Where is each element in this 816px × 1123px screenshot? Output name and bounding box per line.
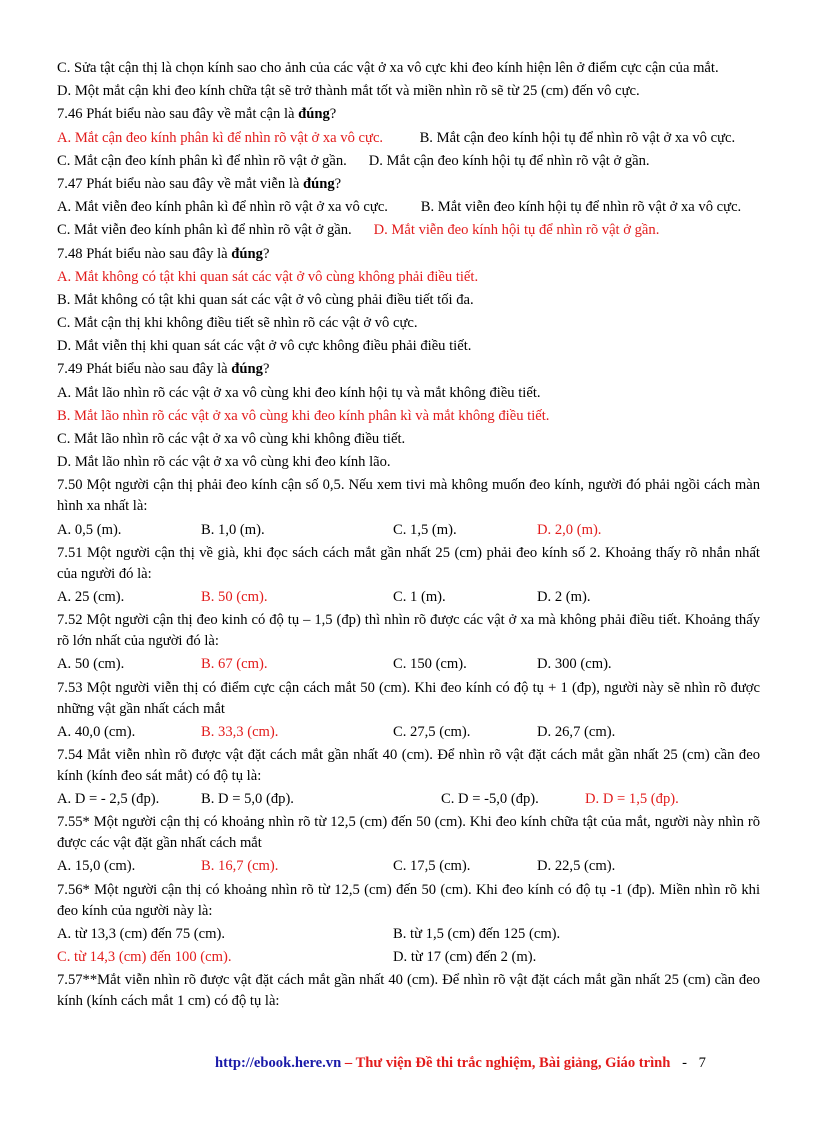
text-line: D. Mắt viễn thị khi quan sát các vật ở vô cực không điều phải điều tiết. [57, 338, 472, 355]
answer-line [57, 220, 760, 241]
answer-option: C. D = -5,0 (đp). [441, 791, 539, 808]
options-row [57, 947, 760, 968]
text-line: B. Mắt không có tật khi quan sát các vật ở vô cùng phải điều tiết tối đa. [57, 291, 474, 308]
answer-option: B. D = 5,0 (đp). [201, 791, 294, 808]
question-mark: ? [329, 106, 337, 123]
options-row [57, 924, 760, 945]
page-footer [215, 1053, 706, 1073]
options-row [57, 856, 760, 877]
answer-option: C. Mắt viễn đeo kính phân kì để nhìn rõ vật ở gần. [57, 222, 374, 239]
question-mark: ? [334, 175, 342, 192]
question-emphasis: đúng [303, 175, 335, 192]
correct-answer: B. 16,7 (cm). [201, 858, 279, 875]
answer-option: C. 150 (cm). [393, 656, 467, 673]
text-line: A. Mắt lão nhìn rõ các vật ở xa vô cùng khi đeo kính hội tụ và mắt không điều tiết. [57, 384, 541, 401]
answer-option: C. 17,5 (cm). [393, 858, 471, 875]
answer-option: D. 2 (m). [537, 588, 591, 605]
text-line: 7.50 Một người cận thị phải đeo kính cận số 0,5. Nếu xem tivi mà không muốn đeo kính, người đó phải ngồi cách màn hình xa nhất là: [57, 477, 760, 515]
correct-answer: D. Mắt viễn đeo kính hội tụ để nhìn rõ vật ở gần. [373, 222, 660, 239]
correct-answer: A. Mắt cận đeo kính phân kì để nhìn rõ vật ở xa vô cực. [57, 129, 384, 146]
text-line: C. Sửa tật cận thị là chọn kính sao cho ảnh của các vật ở xa vô cực khi đeo kính hiện lên ở điểm cực cận của mắt. [57, 60, 719, 76]
correct-answer: C. từ 14,3 (cm) đến 100 (cm). [57, 949, 232, 965]
answer-option: D. 22,5 (cm). [537, 858, 616, 875]
answer-option: A. 0,5 (m). [57, 521, 122, 538]
answer-option: A. D = - 2,5 (đp). [57, 791, 160, 808]
text-line: 7.53 Một người viễn thị có điểm cực cận cách mắt 50 (cm). Khi đeo kính có độ tụ + 1 (đp), người này sẽ nhìn rõ được những vật gần nhất cách mắt [57, 679, 760, 717]
text-line: 7.57**Mắt viễn nhìn rõ được vật đặt cách mắt gần nhất 40 (cm). Để nhìn rõ vật đặt cách mắt gần nhất 25 (cm) cần đeo kính (kính cách mắt 1 cm) có độ tụ là: [57, 972, 760, 1010]
question-text: 7.47 Phát biểu nào sau đây về mắt viễn là [57, 175, 304, 192]
answer-option: C. Mắt cận đeo kính phân kì để nhìn rõ vật ở gần. D. Mắt cận đeo kính hội tụ để nhìn rõ vật ở gần. [57, 152, 650, 169]
page-number: 7 [698, 1055, 706, 1071]
correct-answer: B. Mắt lão nhìn rõ các vật ở xa vô cùng khi đeo kính phân kì và mắt không điều tiết. [57, 407, 550, 424]
correct-answer: B. 67 (cm). [201, 656, 268, 673]
text-line: 7.56* Một người cận thị có khoảng nhìn rõ từ 12,5 (cm) đến 50 (cm). Khi đeo kính có độ tụ -1 (đp). Miền nhìn rõ khi đeo kính của người này là: [57, 881, 760, 919]
answer-option: C. 27,5 (cm). [393, 723, 471, 740]
question-mark: ? [262, 245, 270, 262]
footer-dash: - [682, 1055, 687, 1071]
text-line: C. Mắt cận thị khi không điều tiết sẽ nhìn rõ các vật ở vô cực. [57, 315, 418, 332]
answer-option: B. 1,0 (m). [201, 521, 265, 538]
text-line: 7.51 Một người cận thị về già, khi đọc sách cách mắt gần nhất 25 (cm) phải đeo kính số 2. Khoảng thấy rõ nhắn nhất của người đó là: [57, 544, 760, 582]
question-heading [57, 174, 760, 195]
answer-option: A. 50 (cm). [57, 656, 125, 673]
footer-text: – Thư viện Đề thi trắc nghiệm, Bài giảng, Giáo trình [341, 1055, 671, 1071]
text-line: 7.55* Một người cận thị có khoảng nhìn rõ từ 12,5 (cm) đến 50 (cm). Khi đeo kính chữa tật của mắt, người này nhìn rõ được các vật đặt gần nhất cách mắt [57, 814, 760, 852]
answer-option: C. 1 (m). [393, 588, 446, 605]
document-body [57, 58, 760, 1014]
answer-line [57, 197, 760, 218]
answer-line [57, 128, 760, 149]
answer-option: A. Mắt viễn đeo kính phân kì để nhìn rõ vật ở xa vô cực. B. Mắt viễn đeo kính hội tụ để nhìn rõ vật ở xa vô cực. [57, 199, 742, 216]
answer-option: D. 26,7 (cm). [537, 723, 616, 740]
text-line: 7.54 Mắt viễn nhìn rõ được vật đặt cách mắt gần nhất 40 (cm). Để nhìn rõ vật đặt cách mắt gần nhất 25 (cm) cần đeo kính (kính đeo sát mắt) có độ tụ là: [57, 746, 760, 784]
answer-option: A. từ 13,3 (cm) đến 75 (cm). [57, 925, 225, 942]
correct-answer: B. 33,3 (cm). [201, 723, 279, 740]
options-row [57, 722, 760, 743]
answer-option: A. 15,0 (cm). [57, 858, 136, 875]
question-heading [57, 244, 760, 265]
options-row [57, 587, 760, 608]
answer-option: D. 300 (cm). [537, 656, 612, 673]
options-row [57, 789, 760, 810]
question-emphasis: đúng [231, 361, 263, 378]
footer-link[interactable]: http://ebook.here.vn [215, 1055, 342, 1071]
question-heading [57, 359, 760, 380]
text-line: 7.52 Một người cận thị đeo kinh có độ tụ – 1,5 (đp) thì nhìn rõ được các vật ở xa mà không phải điều tiết. Khoảng thấy rõ lớn nhất của người đó là: [57, 612, 760, 650]
answer-option: C. 1,5 (m). [393, 521, 457, 538]
options-row [57, 654, 760, 675]
question-emphasis: đúng [298, 106, 330, 123]
options-row [57, 520, 760, 541]
question-text: 7.49 Phát biểu nào sau đây là [57, 361, 232, 378]
correct-answer: B. 50 (cm). [201, 588, 268, 605]
answer-option: A. 40,0 (cm). [57, 723, 136, 740]
answer-option: D. từ 17 (cm) đến 2 (m). [393, 949, 537, 965]
question-emphasis: đúng [231, 245, 263, 262]
answer-option: B. Mắt cận đeo kính hội tụ để nhìn rõ vật ở xa vô cực. [383, 129, 736, 146]
correct-answer: A. Mắt không có tật khi quan sát các vật ở vô cùng không phải điều tiết. [57, 268, 479, 285]
correct-answer: D. 2,0 (m). [537, 521, 602, 538]
text-line: C. Mắt lão nhìn rõ các vật ở xa vô cùng khi không điều tiết. [57, 431, 406, 447]
answer-line [57, 267, 760, 288]
answer-option: A. 25 (cm). [57, 588, 125, 605]
correct-answer: D. D = 1,5 (đp). [585, 791, 679, 808]
question-heading [57, 104, 760, 125]
question-text: 7.46 Phát biểu nào sau đây về mắt cận là [57, 106, 299, 123]
answer-line [57, 406, 760, 427]
question-text: 7.48 Phát biểu nào sau đây là [57, 245, 232, 262]
answer-option: B. từ 1,5 (cm) đến 125 (cm). [393, 925, 561, 942]
text-line: D. Mắt lão nhìn rõ các vật ở xa vô cùng khi đeo kính lão. [57, 454, 391, 471]
question-mark: ? [262, 361, 270, 378]
answer-line [57, 151, 760, 172]
text-line: D. Một mắt cận khi đeo kính chữa tật sẽ trở thành mắt tốt và miền nhìn rõ sẽ từ 25 (cm) đến vô cực. [57, 83, 640, 100]
